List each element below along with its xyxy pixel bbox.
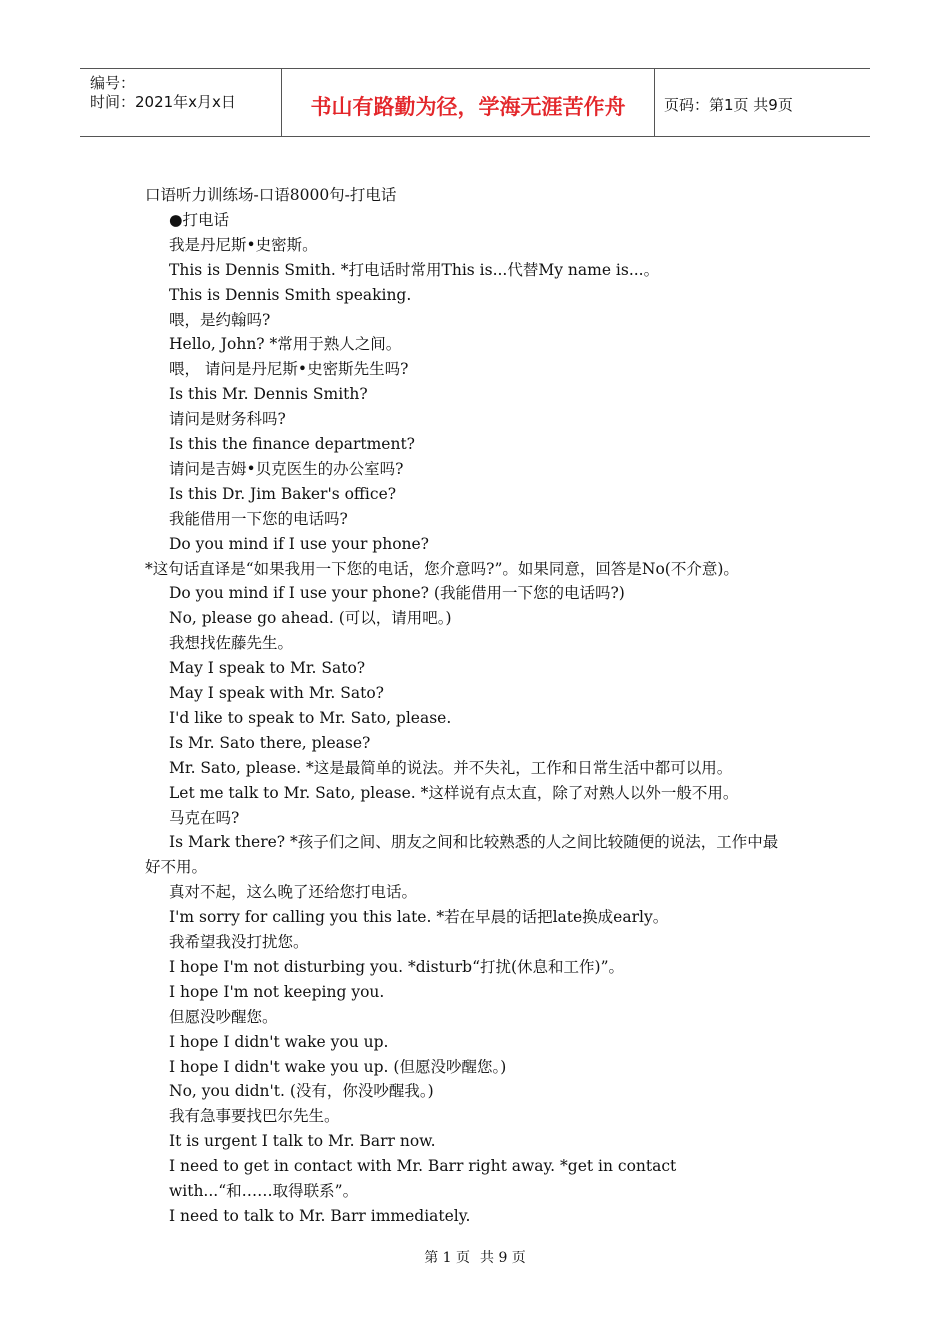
text-line: This is Dennis Smith. *打电话时常用This is...代替My name is...。 [169, 260, 660, 279]
text-line: Is Mr. Sato there, please? [169, 733, 371, 752]
text-line: I need to talk to Mr. Barr immediately. [169, 1206, 471, 1225]
text-line: 我是丹尼斯•史密斯。 [169, 235, 318, 254]
text-line: 喂，是约翰吗? [169, 310, 271, 329]
text-line: May I speak to Mr. Sato? [169, 659, 366, 678]
text-line: 马克在吗? [169, 808, 240, 827]
text-line: This is Dennis Smith speaking. [169, 285, 412, 304]
text-line: 请问是财务科吗? [169, 410, 286, 429]
text-line: I hope I didn't wake you up. [169, 1032, 389, 1051]
header-meta-cell [80, 69, 282, 136]
text-line: I hope I didn't wake you up. (但愿没吵醒您。) [169, 1057, 507, 1076]
text-line: 我希望我没打扰您。 [169, 933, 309, 951]
text-line: I need to get in contact with Mr. Barr right away. *get in contact [169, 1157, 677, 1176]
text-line: No, please go ahead. (可以，请用吧。) [169, 609, 452, 628]
text-line: It is urgent I talk to Mr. Barr now. [169, 1132, 436, 1151]
header-page-cell [655, 69, 870, 136]
text-line: I hope I'm not disturbing you. *disturb“打扰(休息和工作)”。 [169, 957, 625, 976]
text-line: 真对不起，这么晚了还给您打电话。 [169, 883, 418, 902]
text-line: Hello, John? *常用于熟人之间。 [169, 335, 402, 354]
text-line: I'm sorry for calling you this late. *若在早晨的话把late换成early。 [169, 908, 669, 927]
header-motto: 书山有路勤为径，学海无涯苦作舟 [310, 95, 626, 119]
text-line: I hope I'm not keeping you. [169, 982, 385, 1001]
text-line: 但愿没吵醒您。 [169, 1007, 278, 1026]
text-line: 我有急事要找巴尔先生。 [169, 1107, 340, 1126]
document-header [80, 68, 870, 137]
text-line: Is this the finance department? [169, 435, 415, 453]
text-line: *这句话直译是“如果我用一下您的电话，您介意吗?”。如果同意，回答是No(不介意)。 [145, 559, 739, 578]
text-line: I'd like to speak to Mr. Sato, please. [169, 708, 452, 727]
text-line: Is this Dr. Jim Baker's office? [169, 484, 397, 503]
text-line: with...“和……取得联系”。 [169, 1182, 359, 1200]
text-line: No, you didn't. (没有，你没吵醒我。) [169, 1082, 434, 1101]
document-number-label: 编号： [90, 74, 136, 92]
footer-page-number: 第 1 页 [424, 1250, 470, 1266]
text-line: Do you mind if I use your phone? (我能借用一下您的电话吗?) [169, 584, 625, 603]
text-line: Mr. Sato, please. *这是最简单的说法。并不失礼，工作和日常生活中都可以用。 [169, 758, 733, 777]
header-page-info: 页码：第1页 共9页 [664, 96, 793, 114]
text-line: May I speak with Mr. Sato? [169, 684, 384, 702]
text-line: 请问是吉姆•贝克医生的办公室吗? [169, 459, 404, 478]
page-footer [0, 1247, 950, 1267]
footer-total-pages: 共 9 页 [480, 1250, 526, 1266]
text-line: ●打电话 [169, 210, 230, 229]
document-date-label: 时间：2021年x月x日 [90, 93, 236, 111]
text-line: Do you mind if I use your phone? [169, 534, 429, 553]
text-line: 我能借用一下您的电话吗? [169, 509, 348, 528]
text-line: 喂， 请问是丹尼斯•史密斯先生吗? [169, 360, 409, 379]
text-line: 口语听力训练场-口语8000句-打电话 [145, 186, 397, 204]
header-motto-cell [282, 69, 655, 136]
text-line: Is Mark there? *孩子们之间、朋友之间和比较熟悉的人之间比较随便的说法，工作中最 [169, 833, 779, 852]
text-line: 我想找佐藤先生。 [169, 634, 294, 653]
text-line: Is this Mr. Dennis Smith? [169, 385, 368, 404]
text-line: 好不用。 [145, 858, 208, 877]
text-line: Let me talk to Mr. Sato, please. *这样说有点太直，除了对熟人以外一般不用。 [169, 783, 739, 802]
